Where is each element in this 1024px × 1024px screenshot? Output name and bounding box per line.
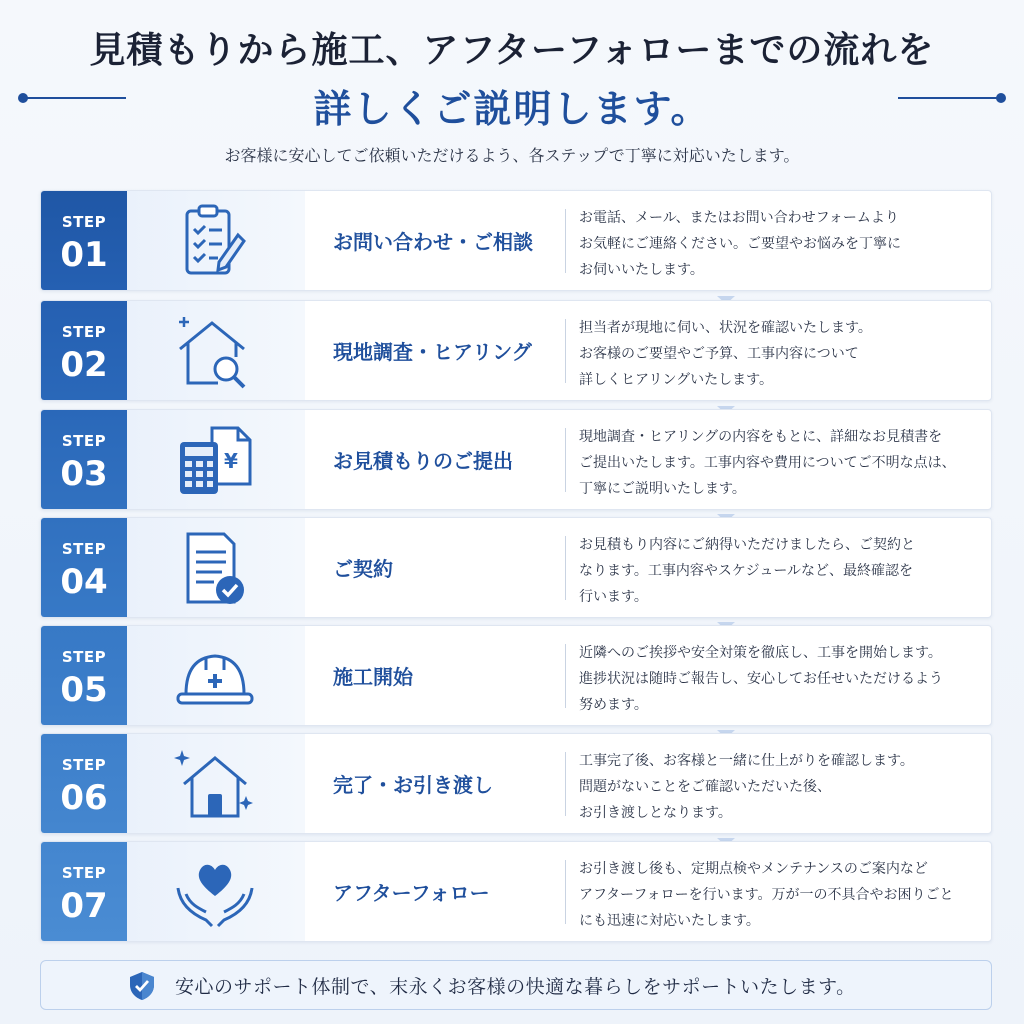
step-card-02 [40, 300, 992, 401]
step-card-05 [40, 625, 992, 726]
step-description [579, 748, 987, 826]
divider [565, 644, 566, 708]
description-line: お引き渡し後も、定期点検やメンテナンスのご案内など [579, 861, 928, 877]
step-icon-area [127, 626, 305, 725]
decorative-dot-right [996, 93, 1006, 103]
description-line: 担当者が現地に伺い、状況を確認いたします。 [579, 320, 872, 336]
step-number: 07 [60, 886, 108, 926]
step-icon-area [127, 734, 305, 833]
page-title-line1: 見積もりから施工、アフターフォローまでの流れを [89, 29, 935, 71]
step-title: アフターフォロー [333, 881, 490, 905]
hard-hat-icon [172, 638, 258, 716]
description-line: 近隣へのご挨拶や安全対策を徹底し、工事を開始します。 [579, 645, 942, 661]
calculator-yen-document-icon [172, 422, 258, 500]
step-badge [41, 191, 127, 290]
step-card-07 [40, 841, 992, 942]
step-card-01 [40, 190, 992, 291]
step-label: STEP [61, 648, 107, 666]
step-label: STEP [61, 323, 107, 341]
step-badge [41, 734, 127, 833]
clipboard-checklist-icon [172, 203, 258, 281]
step-description [579, 315, 987, 393]
description-line: 進捗状況は随時ご報告し、安心してお任せいただけるよう [579, 671, 943, 687]
step-number: 02 [60, 345, 108, 385]
house-search-icon [172, 313, 258, 391]
description-line: お電話、メール、またはお問い合わせフォームより [579, 210, 899, 226]
shield-check-icon [127, 970, 157, 1002]
step-number: 06 [60, 778, 108, 818]
step-icon-area [127, 410, 305, 509]
description-line: 行います。 [579, 589, 648, 605]
step-description [579, 640, 987, 718]
page-title-line2: 詳しくご説明します。 [313, 86, 711, 131]
description-line: お客様のご要望やご予算、工事内容について [579, 346, 859, 362]
step-badge [41, 410, 127, 509]
step-title: お問い合わせ・ご相談 [333, 230, 533, 254]
step-icon-area [127, 191, 305, 290]
step-number: 01 [60, 235, 108, 275]
step-description [579, 424, 987, 502]
step-card-03 [40, 409, 992, 510]
description-line: 努めます。 [579, 697, 648, 713]
step-icon-area [127, 301, 305, 400]
step-number: 04 [60, 562, 108, 602]
contract-check-icon [172, 530, 258, 608]
description-line: お気軽にご連絡ください。ご要望やお悩みを丁寧に [579, 236, 901, 252]
description-line: 工事完了後、お客様と一緒に仕上がりを確認します。 [579, 753, 914, 769]
decorative-line-right [898, 97, 1002, 99]
step-description [579, 205, 987, 283]
divider [565, 860, 566, 924]
description-line: 現地調査・ヒアリングの内容をもとに、詳細なお見積書を [579, 429, 943, 445]
step-description [579, 856, 987, 934]
support-banner [40, 960, 992, 1010]
divider [565, 536, 566, 600]
step-title: 現地調査・ヒアリング [333, 340, 532, 364]
step-label: STEP [61, 432, 107, 450]
hands-heart-icon [172, 854, 258, 932]
description-line: お見積もり内容にご納得いただけましたら、ご契約と [579, 537, 915, 553]
divider [565, 752, 566, 816]
description-line: 詳しくヒアリングいたします。 [579, 372, 774, 388]
description-line: 問題がないことをご確認いただいた後、 [579, 779, 831, 795]
description-line: ご提出いたします。工事内容や費用についてご不明な点は、 [579, 455, 956, 471]
description-line: なります。工事内容やスケジュールなど、最終確認を [579, 563, 914, 579]
step-badge [41, 626, 127, 725]
step-title: 施工開始 [333, 665, 413, 689]
step-icon-area [127, 518, 305, 617]
description-line: アフターフォローを行います。万が一の不具合やお困りごと [579, 887, 954, 903]
divider [565, 428, 566, 492]
support-banner-text: 安心のサポート体制で、末永くお客様の快適な暮らしをサポートいたします。 [175, 975, 856, 998]
page-subtitle: お客様に安心してご依頼いただけるよう、各ステップで丁寧に対応いたします。 [224, 146, 800, 165]
step-title: 完了・お引き渡し [333, 773, 493, 797]
step-badge [41, 842, 127, 941]
step-card-06 [40, 733, 992, 834]
step-label: STEP [61, 864, 107, 882]
svg-text:¥: ¥ [224, 449, 238, 473]
step-label: STEP [61, 756, 107, 774]
step-number: 03 [60, 454, 108, 494]
step-badge [41, 301, 127, 400]
step-number: 05 [60, 670, 108, 710]
description-line: お引き渡しとなります。 [579, 805, 732, 821]
step-title: ご契約 [333, 557, 393, 581]
step-card-04 [40, 517, 992, 618]
step-icon-area [127, 842, 305, 941]
step-label: STEP [61, 213, 107, 231]
description-line: 丁寧にご説明いたします。 [579, 481, 746, 497]
step-label: STEP [61, 540, 107, 558]
description-line: にも迅速に対応いたします。 [579, 913, 760, 929]
house-sparkle-icon [172, 746, 258, 824]
step-description [579, 532, 987, 610]
divider [565, 209, 566, 273]
step-title: お見積もりのご提出 [333, 449, 513, 473]
divider [565, 319, 566, 383]
step-badge [41, 518, 127, 617]
description-line: お伺いいたします。 [579, 262, 704, 278]
